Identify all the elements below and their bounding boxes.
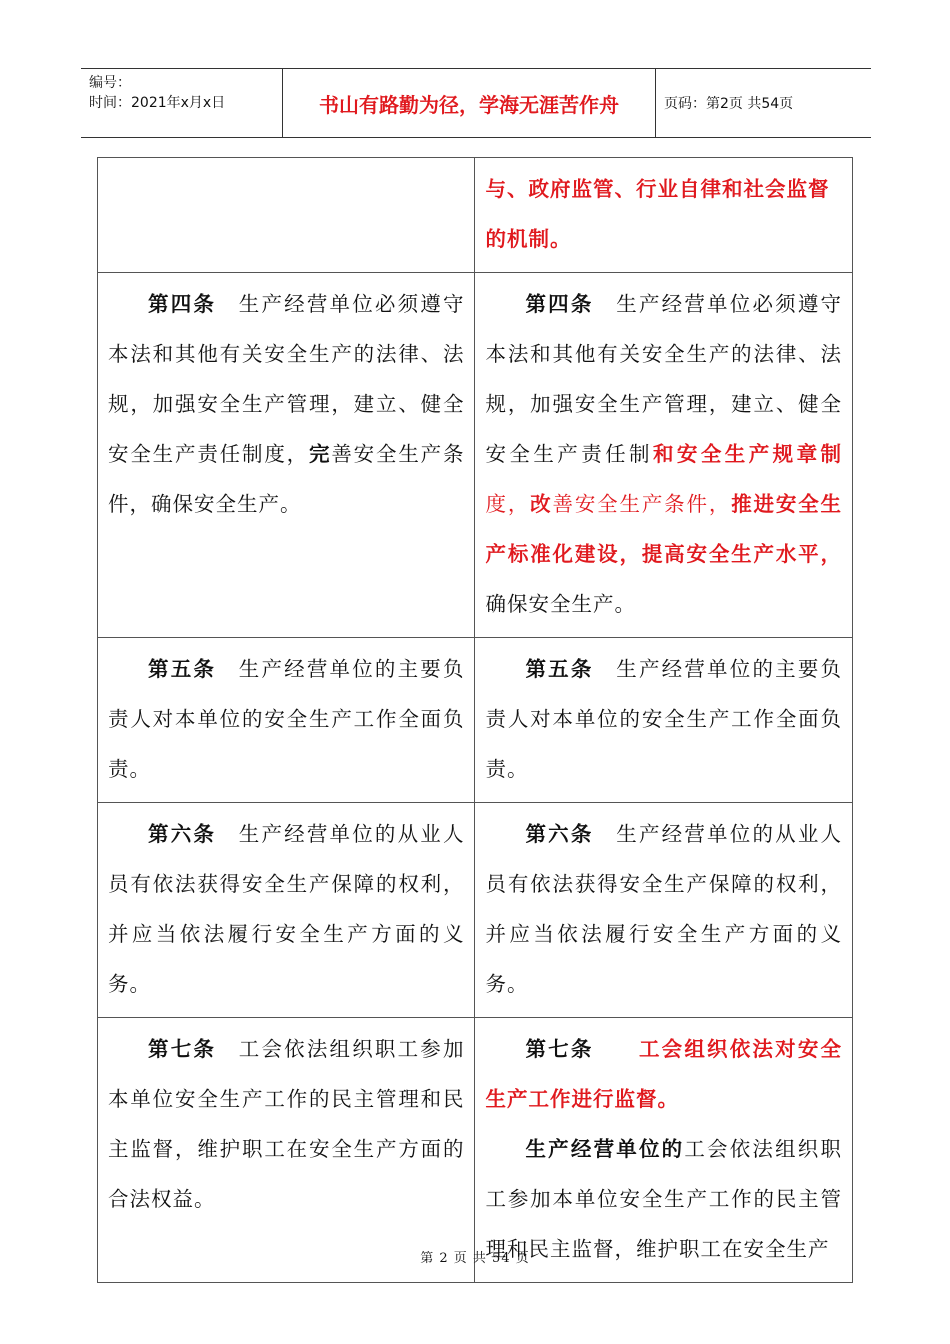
header-meta bbox=[89, 73, 225, 113]
article-number: 第六条 bbox=[525, 822, 594, 846]
spacer bbox=[216, 657, 239, 681]
article-text: 生产经营单位必须遵守本法和其他有关安全生产的法律、法规，加强安全生产管理，建立、健全安全生产责任制 bbox=[485, 292, 843, 466]
added-text: 的机制。 bbox=[485, 227, 572, 251]
spacer bbox=[216, 822, 239, 846]
table-row bbox=[98, 158, 853, 273]
added-text: 与、政府监管、行业自律和社会监督 bbox=[485, 177, 830, 201]
added-text: 善安全生产条件， bbox=[552, 492, 732, 516]
article-number: 第五条 bbox=[148, 657, 217, 681]
header-divider bbox=[655, 69, 656, 137]
spacer bbox=[594, 292, 617, 316]
cell-new bbox=[475, 158, 853, 273]
serial-label: 编号： bbox=[89, 75, 131, 91]
header-motto: 书山有路勤为径，学海无涯苦作舟 bbox=[319, 93, 619, 117]
cell-new bbox=[475, 1018, 853, 1283]
added-text: 和安全生产规章制 bbox=[653, 442, 843, 466]
added-text: 改 bbox=[530, 492, 553, 516]
table-row bbox=[98, 803, 853, 1018]
article-text: 生产经营单位的从业人员有依法获得安全生产保障的权利，并应当依法履行安全生产方面的义务。 bbox=[108, 822, 465, 996]
article-text: 生产经营单位的从业人员有依法获得安全生产保障的权利，并应当依法履行安全生产方面的义务。 bbox=[485, 822, 843, 996]
cell-new bbox=[475, 803, 853, 1018]
cell-new bbox=[475, 638, 853, 803]
cell-old bbox=[98, 273, 475, 638]
article-text: 工会依法组织职工参加本单位安全生产工作的民主管理和民主监督，维护职工在安全生产 bbox=[485, 1137, 843, 1261]
article-number: 第七条 bbox=[525, 1037, 594, 1061]
spacer bbox=[594, 657, 617, 681]
article-number: 第五条 bbox=[525, 657, 594, 681]
table-row bbox=[98, 273, 853, 638]
article-text: 确保安全生产。 bbox=[485, 592, 636, 616]
article-text: 生产经营单位必须遵守本法和其他有关安全生产的法律、法规，加强安全生产管理，建立、健全安全生产责任制度， bbox=[108, 292, 465, 466]
article-text: 工会依法组织职工参加本单位安全生产工作的民主管理和民主监督，维护职工在安全生产方面的合法权益。 bbox=[108, 1037, 465, 1211]
table-row bbox=[98, 638, 853, 803]
added-text: 度， bbox=[485, 492, 531, 516]
article-text: 善安全生产条件，确保安全生产。 bbox=[108, 442, 465, 516]
added-text-bold: 生产经营单位的 bbox=[525, 1137, 685, 1161]
article-text: 生产经营单位的主要负责人对本单位的安全生产工作全面负责。 bbox=[108, 657, 465, 781]
cell-old bbox=[98, 638, 475, 803]
cell-new bbox=[475, 273, 853, 638]
added-text: 推进安全生产标准化建设，提高安全生产水平， bbox=[485, 492, 843, 566]
page-header bbox=[81, 68, 871, 138]
article-text: 生产经营单位的主要负责人对本单位的安全生产工作全面负责。 bbox=[485, 657, 843, 781]
article-number: 第六条 bbox=[148, 822, 217, 846]
article-number: 第七条 bbox=[148, 1037, 217, 1061]
comparison-table bbox=[97, 157, 853, 1283]
spacer bbox=[216, 292, 239, 316]
spacer bbox=[216, 1037, 239, 1061]
time-label: 时间：2021年x月x日 bbox=[89, 95, 226, 111]
cell-old bbox=[98, 1018, 475, 1283]
page-footer: 第 2 页 共 54 页 bbox=[420, 1251, 530, 1266]
cell-old bbox=[98, 803, 475, 1018]
article-text-bold: 完 bbox=[309, 442, 332, 466]
article-number: 第四条 bbox=[148, 292, 217, 316]
article-number: 第四条 bbox=[525, 292, 594, 316]
header-page-info: 页码：第2页 共54页 bbox=[664, 96, 794, 112]
table-row bbox=[98, 1018, 853, 1283]
spacer bbox=[594, 1037, 639, 1061]
spacer bbox=[594, 822, 617, 846]
added-text: 工会组织依法对安全生产工作进行监督。 bbox=[485, 1037, 843, 1111]
cell-old bbox=[98, 158, 475, 273]
